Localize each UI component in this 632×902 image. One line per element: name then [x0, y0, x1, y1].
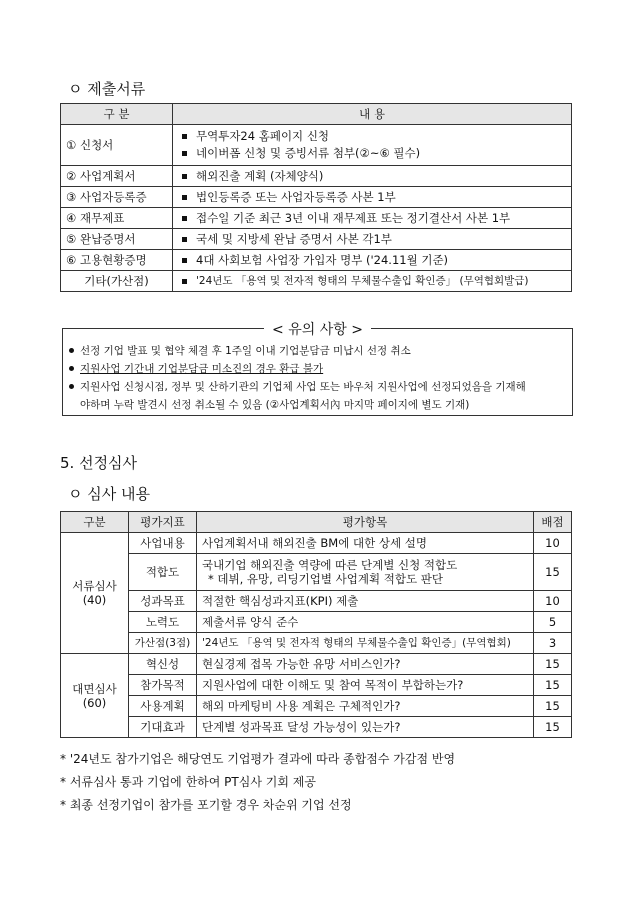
bullet-icon [182, 216, 187, 221]
content-item: 법인등록증 또는 사업자등록증 사본 1부 [196, 189, 396, 204]
table-row [61, 533, 572, 554]
score-cell: 15 [534, 654, 572, 675]
bullet-icon [182, 279, 187, 284]
item-cell [197, 554, 534, 591]
table-row [61, 612, 572, 633]
item-cell: 제출서류 양식 준수 [197, 612, 534, 633]
table-row [61, 166, 572, 187]
group-cell-interview-review [61, 654, 129, 738]
index-cell: 사업내용 [129, 533, 197, 554]
index-cell: 적합도 [129, 554, 197, 591]
score-cell: 15 [534, 696, 572, 717]
score-cell: 5 [534, 612, 572, 633]
table-row [61, 633, 572, 654]
item-cell: 현실경제 접목 가능한 유망 서비스인가? [197, 654, 534, 675]
table-row [61, 125, 572, 166]
notice-item: 선정 기업 발표 및 협약 체결 후 1주일 이내 기업분담금 미납시 선정 취소 [80, 345, 411, 357]
content-item: 국세 및 지방세 완납 증명서 사본 각1부 [196, 231, 392, 246]
score-cell: 15 [534, 717, 572, 738]
index-cell: 노력도 [129, 612, 197, 633]
index-cell: 성과목표 [129, 591, 197, 612]
notice-box [62, 322, 573, 416]
item-text: 국내기업 해외진출 역량에 따른 단계별 신청 적합도 [202, 558, 458, 572]
row-label: ④ 재무제표 [61, 208, 173, 229]
bullet-icon [182, 195, 187, 200]
group-cell-document-review [61, 533, 129, 654]
col-header-index: 평가지표 [129, 512, 197, 533]
table-row [61, 696, 572, 717]
row-label: ③ 사업자등록증 [61, 187, 173, 208]
bullet-icon [69, 366, 74, 371]
footnote: * '24년도 참가기업은 해당연도 기업평가 결과에 따라 종합점수 가감점 반영 [60, 752, 456, 766]
section-heading-selection: 5. 선정심사 [60, 454, 138, 472]
bullet-icon [182, 134, 187, 139]
section-subheading-review: ㅇ 심사 내용 [68, 485, 150, 503]
item-cell: 지원사업에 대한 이해도 및 참여 목적이 부합하는가? [197, 675, 534, 696]
bullet-icon [69, 348, 74, 353]
score-cell: 10 [534, 533, 572, 554]
row-label: ① 신청서 [61, 125, 173, 166]
row-label: ⑤ 완납증명서 [61, 229, 173, 250]
content-item: 접수일 기준 최근 3년 이내 재무제표 또는 정기결산서 사본 1부 [196, 210, 511, 225]
bullet-icon [182, 151, 187, 156]
row-label: 기타(가산점) [61, 271, 173, 292]
row-label: ⑥ 고용현황증명 [61, 250, 173, 271]
item-note: * 데뷔, 유망, 리딩기업별 사업계획 적합도 판단 [208, 572, 443, 586]
group-points: (40) [82, 593, 107, 607]
bullet-icon [69, 384, 74, 389]
col-header-content: 내 용 [173, 104, 572, 125]
index-cell: 참가목적 [129, 675, 197, 696]
bullet-icon [182, 258, 187, 263]
row-label: ② 사업계획서 [61, 166, 173, 187]
item-cell: 단계별 성과목표 달성 가능성이 있는가? [197, 717, 534, 738]
col-header-item: 평가항목 [197, 512, 534, 533]
notice-item: 야하며 누락 발견시 선정 취소될 수 있음 (②사업계획서內 마지막 페이지에 별도 기재) [80, 399, 470, 411]
item-cell: 적절한 핵심성과지표(KPI) 제출 [197, 591, 534, 612]
bullet-icon [182, 174, 187, 179]
group-label: 서류심사 [72, 579, 117, 593]
content-item: 4대 사회보험 사업장 가입자 명부 ('24.11월 기준) [196, 252, 449, 267]
item-cell: 사업계획서내 해외진출 BM에 대한 상세 설명 [197, 533, 534, 554]
index-cell: 기대효과 [129, 717, 197, 738]
table-row [61, 250, 572, 271]
notice-item: 지원사업 기간내 기업분담금 미소진의 경우 환급 불가 [80, 363, 324, 375]
score-cell: 15 [534, 675, 572, 696]
table-row [61, 654, 572, 675]
table-row [61, 554, 572, 591]
table-row [61, 717, 572, 738]
score-cell: 10 [534, 591, 572, 612]
content-item: 네이버폼 신청 및 증빙서류 첨부(②~⑥ 필수) [196, 146, 421, 160]
table-row [61, 591, 572, 612]
content-item: '24년도 「용역 및 전자적 형태의 무체물수출입 확인증」 (무역협회발급) [196, 274, 529, 287]
index-cell: 가산점(3점) [129, 633, 197, 654]
group-points: (60) [82, 695, 107, 710]
content-item: 무역투자24 홈페이지 신청 [196, 129, 330, 143]
item-cell: 해외 마케팅비 사용 계획은 구체적인가? [197, 696, 534, 717]
index-cell: 혁신성 [129, 654, 197, 675]
bullet-icon [182, 237, 187, 242]
score-cell: 15 [534, 554, 572, 591]
col-header-category: 구분 [61, 512, 129, 533]
table-row [61, 675, 572, 696]
row-content [173, 125, 572, 166]
table-row [61, 229, 572, 250]
notice-item: 지원사업 신청시점, 정부 및 산하기관의 기업체 사업 또는 바우처 지원사업에 선정되었음을 기재해 [80, 381, 526, 393]
table-row [61, 187, 572, 208]
index-cell: 사용계획 [129, 696, 197, 717]
submission-docs-table [60, 103, 572, 292]
review-table [60, 511, 572, 738]
table-row [61, 271, 572, 292]
col-header-score: 배점 [534, 512, 572, 533]
section-heading-submission: ㅇ 제출서류 [68, 80, 146, 98]
col-header-category: 구 분 [61, 104, 173, 125]
item-cell: '24년도 「용역 및 전자적 형태의 무체물수출입 확인증」(무역협회) [197, 633, 534, 654]
footnote: * 서류심사 통과 기업에 한하여 PT심사 기회 제공 [60, 775, 316, 789]
group-label: 대면심사 [72, 681, 117, 696]
table-row [61, 208, 572, 229]
content-item: 해외진출 계획 (자체양식) [196, 168, 324, 183]
footnote: * 최종 선정기업이 참가를 포기할 경우 차순위 기업 선정 [60, 798, 352, 812]
score-cell: 3 [534, 633, 572, 654]
notice-title: < 유의 사항 > [264, 322, 371, 338]
